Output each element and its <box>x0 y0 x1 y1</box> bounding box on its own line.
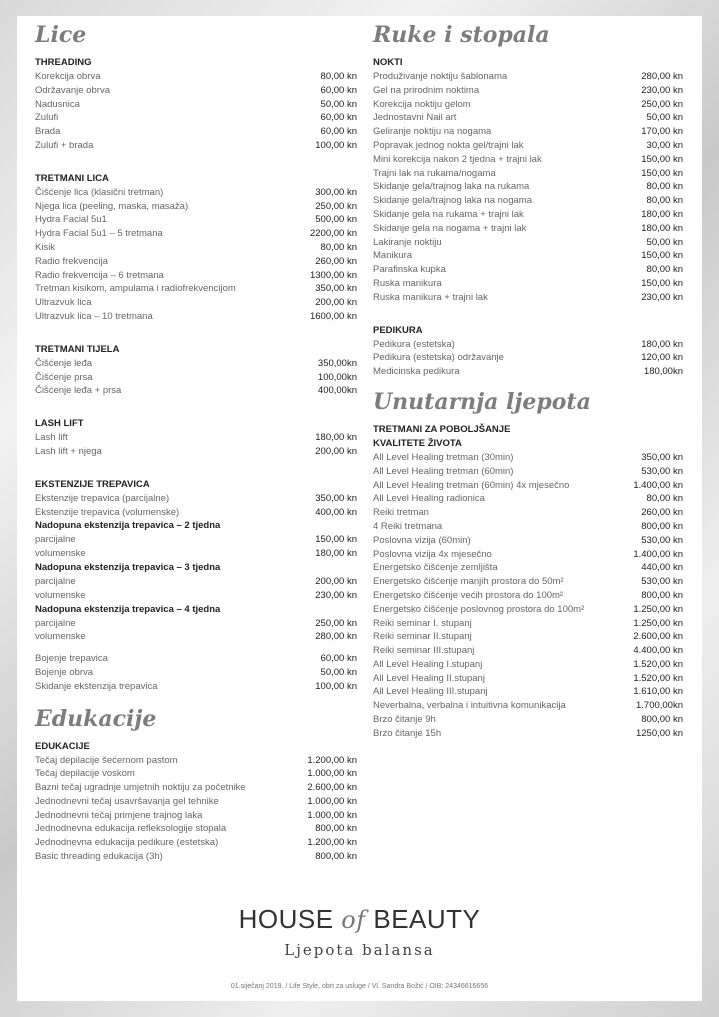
service-name: Ultrazvuk lica <box>35 297 92 309</box>
service-price: 250,00 kn <box>641 98 683 110</box>
price-row <box>373 658 683 672</box>
nadopuna-2-title: Nadopuna ekstenzija trepavica – 2 tjedna <box>35 520 221 532</box>
service-name: Nadusnica <box>35 98 80 110</box>
service-price: 530,00 kn <box>641 576 683 588</box>
service-name: Energetsko čišćenje manjih prostora do 50m² <box>373 576 564 588</box>
service-price: 80,00 kn <box>646 181 683 193</box>
service-name: Jednodnevna edukacija refleksologije stopala <box>35 823 227 835</box>
price-row <box>35 200 357 214</box>
price-row <box>373 208 683 222</box>
service-price: 1600,00 kn <box>309 310 357 322</box>
service-price: 800,00 kn <box>641 714 683 726</box>
service-name: Medicinska pedikura <box>373 366 460 378</box>
price-row <box>35 241 357 255</box>
service-name: Energetsko čišćenje zemljišta <box>373 562 498 574</box>
price-list <box>35 357 357 398</box>
service-name: Hydra Facial 5u1 <box>35 214 107 226</box>
service-name: Geliranje noktiju na nogama <box>373 126 492 138</box>
price-row <box>35 822 357 836</box>
price-row <box>373 338 683 352</box>
service-price: 4.400,00 kn <box>633 645 683 657</box>
price-list <box>35 431 357 459</box>
service-name: Skidanje gela/trajnog laka na nogama <box>373 195 532 207</box>
service-name: Reiki seminar III.stupanj <box>373 645 475 657</box>
price-row <box>35 227 357 241</box>
price-row <box>35 70 357 84</box>
service-price: 400,00kn <box>317 385 357 397</box>
price-row <box>35 282 357 296</box>
service-name: Tečaj depilacije šećernom pastom <box>35 754 178 766</box>
nadopuna-4-title: Nadopuna ekstenzija trepavica – 4 tjedna <box>35 603 221 615</box>
service-name: Lash lift + njega <box>35 445 102 457</box>
service-price: 100,00kn <box>317 371 357 383</box>
service-price: 80,00 kn <box>320 241 357 253</box>
lice-heading: Lice <box>35 22 87 48</box>
service-price: 1.610,00 kn <box>633 686 683 698</box>
service-name: Radio frekvencija – 6 tretmana <box>35 269 164 281</box>
price-row <box>35 213 357 227</box>
price-row <box>373 291 683 305</box>
tretmani-tijela-section <box>35 343 357 398</box>
section-title: NOKTI <box>373 57 403 68</box>
price-row <box>35 781 357 795</box>
price-row <box>35 310 357 324</box>
service-name: volumenske <box>35 548 86 560</box>
service-price: 200,00 kn <box>315 445 357 457</box>
service-name: Jednodnevna edukacija pedikure (estetska) <box>35 837 219 849</box>
service-price: 800,00 kn <box>641 589 683 601</box>
service-price: 2200,00 kn <box>309 228 357 240</box>
price-row <box>35 754 357 768</box>
service-price: 1.200,00 kn <box>307 837 357 849</box>
service-name: Energetsko čišćenje poslovnog prostora do 100m² <box>373 603 585 615</box>
service-name: Korekcija noktiju gelom <box>373 98 471 110</box>
price-list <box>35 492 357 520</box>
service-name: Poslovna vizija 4x mjesečno <box>373 548 492 560</box>
service-name: Trajni lak na rukama/nogama <box>373 167 496 179</box>
service-price: 50,00 kn <box>646 236 683 248</box>
service-price: 180,00 kn <box>315 548 357 560</box>
service-price: 500,00 kn <box>315 214 357 226</box>
price-row <box>35 547 357 561</box>
price-row <box>373 465 683 479</box>
price-row <box>373 222 683 236</box>
price-row <box>35 492 357 506</box>
service-price: 1.250,00 kn <box>633 603 683 615</box>
price-list <box>35 754 357 864</box>
price-list <box>373 70 683 305</box>
price-row <box>373 506 683 520</box>
price-row <box>373 263 683 277</box>
service-price: 50,00 kn <box>320 666 357 678</box>
right-column <box>373 16 683 741</box>
price-row <box>35 809 357 823</box>
service-price: 60,00 kn <box>320 653 357 665</box>
service-name: Basic threading edukacija (3h) <box>35 851 163 863</box>
service-price: 50,00 kn <box>646 112 683 124</box>
price-row <box>373 84 683 98</box>
logo-house: HOUSE <box>238 904 334 934</box>
service-price: 1.000,00 kn <box>307 768 357 780</box>
service-name: Čišćenje leđa + prsa <box>35 385 122 397</box>
tretmani-lica-section <box>35 172 357 324</box>
service-price: 80,00 kn <box>646 264 683 276</box>
service-price: 1.000,00 kn <box>307 809 357 821</box>
price-row <box>373 249 683 263</box>
service-name: Pedikura (estetska) <box>373 338 455 350</box>
service-price: 1.520,00 kn <box>633 672 683 684</box>
service-name: Kisik <box>35 241 56 253</box>
service-name: Mini korekcija nakon 2 tjedna + trajni lak <box>373 153 542 165</box>
service-name: Ruska manikura <box>373 277 442 289</box>
service-name: Radio frekvencija <box>35 255 108 267</box>
service-price: 800,00 kn <box>641 520 683 532</box>
service-price: 530,00 kn <box>641 465 683 477</box>
service-price: 250,00 kn <box>315 200 357 212</box>
service-name: Skidanje ekstenzija trepavica <box>35 680 158 692</box>
service-name: Brzo čitanje 9h <box>373 714 436 726</box>
price-row <box>35 575 357 589</box>
service-price: 1250,00 kn <box>635 727 683 739</box>
price-row <box>373 713 683 727</box>
service-price: 180,00 kn <box>641 208 683 220</box>
price-row <box>373 520 683 534</box>
price-row <box>35 371 357 385</box>
logo-tagline: Ljepota balansa <box>284 941 435 959</box>
price-row <box>35 269 357 283</box>
price-row <box>35 589 357 603</box>
service-name: Ultrazvuk lica – 10 tretmana <box>35 310 153 322</box>
service-name: Manikura <box>373 250 413 262</box>
service-price: 180,00 kn <box>641 338 683 350</box>
price-row <box>373 603 683 617</box>
service-price: 260,00 kn <box>641 507 683 519</box>
service-name: Ekstenzije trepavica (volumenske) <box>35 506 180 518</box>
price-row <box>35 357 357 371</box>
ruke-stopala-heading: Ruke i stopala <box>373 22 550 48</box>
service-price: 350,00 kn <box>315 492 357 504</box>
price-row <box>35 666 357 680</box>
service-price: 200,00 kn <box>315 575 357 587</box>
service-name: Skidanje gela na nogama + trajni lak <box>373 222 527 234</box>
service-price: 100,00 kn <box>315 139 357 151</box>
service-price: 1.520,00 kn <box>633 658 683 670</box>
price-list <box>35 186 357 324</box>
nadopuna-3-title: Nadopuna ekstenzija trepavica – 3 tjedna <box>35 561 221 573</box>
service-price: 2.600,00 kn <box>307 782 357 794</box>
poboljsanje-section <box>373 423 683 741</box>
service-price: 1.400,00 kn <box>633 548 683 560</box>
service-name: All Level Healing tretman (30min) <box>373 451 514 463</box>
price-row <box>35 98 357 112</box>
edukacije-heading: Edukacije <box>35 705 157 732</box>
service-name: Popravak jednog nokta gel/trajni lak <box>373 139 524 151</box>
service-name: Zulufi + brada <box>35 139 94 151</box>
section-title: TRETMANI LICA <box>35 172 109 184</box>
service-price: 120,00 kn <box>641 352 683 364</box>
price-list <box>35 617 357 645</box>
price-row <box>373 685 683 699</box>
service-name: parcijalne <box>35 534 76 546</box>
service-price: 230,00 kn <box>315 589 357 601</box>
price-row <box>35 652 357 666</box>
service-name: Ruska manikura + trajni lak <box>373 291 488 303</box>
service-name: Poslovna vizija (60min) <box>373 534 471 546</box>
section-title: THREADING <box>35 57 92 68</box>
price-list <box>373 451 683 741</box>
section-title: TRETMANI ZA POBOLJŠANJE <box>373 423 511 435</box>
ekstenzije-section <box>35 478 357 694</box>
price-row <box>373 575 683 589</box>
price-row <box>373 236 683 250</box>
section-title: LASH LIFT <box>35 418 84 430</box>
service-name: Brada <box>35 126 61 138</box>
logo-wordmark <box>17 904 702 935</box>
price-row <box>373 589 683 603</box>
price-row <box>373 180 683 194</box>
price-list <box>35 652 357 693</box>
service-price: 80,00 kn <box>646 493 683 505</box>
service-price: 150,00 kn <box>641 153 683 165</box>
service-name: Reiki seminar I. stupanj <box>373 617 472 629</box>
price-row <box>35 84 357 98</box>
service-price: 1.250,00 kn <box>633 617 683 629</box>
price-row <box>35 255 357 269</box>
price-row <box>35 186 357 200</box>
price-row <box>373 111 683 125</box>
service-price: 100,00 kn <box>315 680 357 692</box>
service-name: Skidanje gela na rukama + trajni lak <box>373 208 524 220</box>
price-row <box>35 111 357 125</box>
service-name: Zulufi <box>35 112 59 124</box>
service-name: Korekcija obrva <box>35 71 101 82</box>
service-price: 150,00 kn <box>315 534 357 546</box>
section-title: EDUKACIJE <box>35 740 90 752</box>
nokti-section <box>373 56 683 305</box>
service-price: 60,00 kn <box>320 126 357 138</box>
service-price: 180,00 kn <box>315 432 357 444</box>
price-row <box>373 548 683 562</box>
footer-legal: 01.siječanj 2019. / Life Style, obrt za usluge / Vl. Sandra Božić / OIB: 24346616656 <box>230 983 489 990</box>
section-title: TRETMANI TIJELA <box>35 343 120 355</box>
price-row <box>373 167 683 181</box>
service-name: Tretman kisikom, ampulama i radiofrekvencijom <box>35 283 236 295</box>
service-name: Njega lica (peeling, maska, masaža) <box>35 200 189 212</box>
service-name: 4 Reiki tretmana <box>373 520 443 532</box>
lash-lift-section <box>35 417 357 459</box>
service-price: 1.400,00 kn <box>633 479 683 491</box>
service-name: Parafinska kupka <box>373 264 446 276</box>
service-name: Tečaj depilacije voskom <box>35 768 135 780</box>
section-title: KVALITETE ŽIVOTA <box>373 437 462 449</box>
service-name: Hydra Facial 5u1 – 5 tretmana <box>35 228 163 240</box>
service-price: 250,00 kn <box>315 617 357 629</box>
service-name: Ekstenzije trepavica (parcijalne) <box>35 492 170 504</box>
price-row <box>373 479 683 493</box>
threading-section <box>35 56 357 153</box>
service-name: Neverbalna, verbalna i intuitivna komunikacija <box>373 700 566 712</box>
price-list <box>373 338 683 379</box>
price-row <box>373 672 683 686</box>
service-price: 80,00 kn <box>320 71 357 82</box>
price-row <box>35 139 357 153</box>
service-name: All Level Healing II.stupanj <box>373 672 485 684</box>
price-row <box>35 617 357 631</box>
price-list-sheet <box>17 16 702 1001</box>
service-price: 230,00 kn <box>641 84 683 96</box>
service-name: All Level Healing tretman (60min) 4x mjesečno <box>373 479 570 491</box>
price-row <box>373 277 683 291</box>
price-row <box>373 139 683 153</box>
service-price: 60,00 kn <box>320 112 357 124</box>
service-name: volumenske <box>35 631 86 643</box>
price-row <box>373 492 683 506</box>
service-price: 300,00 kn <box>315 186 357 198</box>
section-title: EKSTENZIJE TREPAVICA <box>35 478 150 490</box>
edukacije-section <box>35 740 357 864</box>
price-row <box>35 506 357 520</box>
service-name: Bazni tečaj ugradnje umjetnih noktiju za početnike <box>35 782 246 794</box>
service-name: Lash lift <box>35 432 68 444</box>
service-price: 800,00 kn <box>315 851 357 863</box>
service-price: 440,00 kn <box>641 562 683 574</box>
service-price: 1.000,00 kn <box>307 795 357 807</box>
service-name: Jednodnevni tečaj usavršavanja gel tehnike <box>35 795 219 807</box>
price-row <box>35 850 357 864</box>
service-price: 400,00 kn <box>315 506 357 518</box>
price-row <box>35 680 357 694</box>
service-name: parcijalne <box>35 575 76 587</box>
price-row <box>35 533 357 547</box>
price-row <box>35 795 357 809</box>
service-name: Bojenje obrva <box>35 666 94 678</box>
service-price: 260,00 kn <box>315 255 357 267</box>
service-name: All Level Healing tretman (60min) <box>373 465 514 477</box>
price-row <box>35 384 357 398</box>
price-row <box>373 534 683 548</box>
service-price: 280,00 kn <box>315 631 357 643</box>
service-price: 800,00 kn <box>315 823 357 835</box>
service-name: All Level Healing III.stupanj <box>373 686 488 698</box>
price-row <box>373 727 683 741</box>
service-price: 350,00 kn <box>641 451 683 463</box>
service-name: Reiki seminar II.stupanj <box>373 631 472 643</box>
service-name: Skidanje gela/trajnog laka na rukama <box>373 181 530 193</box>
price-row <box>35 125 357 139</box>
price-row <box>373 699 683 713</box>
price-row <box>35 836 357 850</box>
price-list <box>35 533 357 561</box>
price-row <box>373 351 683 365</box>
price-row <box>373 125 683 139</box>
service-name: Bojenje trepavica <box>35 653 108 665</box>
service-price: 1300,00 kn <box>309 269 357 281</box>
service-price: 2.600,00 kn <box>633 631 683 643</box>
service-price: 30,00 kn <box>646 139 683 151</box>
service-price: 150,00 kn <box>641 277 683 289</box>
section-title: PEDIKURA <box>373 324 423 336</box>
logo-beauty: BEAUTY <box>373 904 481 934</box>
service-name: Pedikura (estetska) održavanje <box>373 352 504 364</box>
price-row <box>373 617 683 631</box>
service-price: 230,00 kn <box>641 291 683 303</box>
service-name: All Level Healing radionica <box>373 493 485 505</box>
price-row <box>373 153 683 167</box>
price-row <box>35 630 357 644</box>
price-row <box>373 365 683 379</box>
service-price: 170,00 kn <box>641 126 683 138</box>
service-price: 50,00 kn <box>320 98 357 110</box>
service-name: All Level Healing I.stupanj <box>373 658 483 670</box>
service-price: 280,00 kn <box>641 71 683 82</box>
service-price: 1.200,00 kn <box>307 754 357 766</box>
service-name: Jednostavni Nail art <box>373 112 457 124</box>
service-price: 180,00 kn <box>641 222 683 234</box>
service-name: Brzo čitanje 15h <box>373 727 442 739</box>
price-row <box>35 296 357 310</box>
left-column <box>35 16 357 864</box>
service-price: 60,00 kn <box>320 84 357 96</box>
price-row <box>35 431 357 445</box>
price-list <box>35 70 357 153</box>
service-price: 350,00kn <box>317 357 357 369</box>
service-name: parcijalne <box>35 617 76 629</box>
price-row <box>373 194 683 208</box>
price-list <box>35 575 357 603</box>
service-price: 1.700,00kn <box>635 700 683 712</box>
price-row <box>35 445 357 459</box>
logo-of: of <box>341 906 366 934</box>
service-name: Čišćenje prsa <box>35 371 93 383</box>
service-price: 150,00 kn <box>641 167 683 179</box>
price-row <box>373 630 683 644</box>
service-name: Lakiranje noktiju <box>373 236 442 248</box>
service-price: 350,00 kn <box>315 283 357 295</box>
price-row <box>35 767 357 781</box>
service-name: Čišćenje lica (klasični tretman) <box>35 186 164 198</box>
service-name: Održavanje obrva <box>35 84 110 96</box>
service-name: Reiki tretman <box>373 507 429 519</box>
service-name: Čišćenje leđa <box>35 357 93 369</box>
service-price: 180,00kn <box>643 366 683 378</box>
price-row <box>373 70 683 84</box>
service-name: Gel na prirodnim noktima <box>373 84 480 96</box>
service-price: 200,00 kn <box>315 297 357 309</box>
service-name: Produživanje noktiju šablonama <box>373 71 508 82</box>
price-row <box>373 451 683 465</box>
house-of-beauty-logo <box>17 904 702 959</box>
service-name: Energetsko čišćenje većih prostora do 100m² <box>373 589 564 601</box>
service-price: 530,00 kn <box>641 534 683 546</box>
pedikura-section <box>373 324 683 379</box>
price-row <box>373 644 683 658</box>
price-row <box>373 98 683 112</box>
service-price: 80,00 kn <box>646 195 683 207</box>
unutarnja-ljepota-heading: Unutarnja ljepota <box>373 388 591 415</box>
service-name: Jednodnevni tečaj primjene trajnog laka <box>35 809 203 821</box>
service-name: volumenske <box>35 589 86 601</box>
price-row <box>373 561 683 575</box>
service-price: 150,00 kn <box>641 250 683 262</box>
